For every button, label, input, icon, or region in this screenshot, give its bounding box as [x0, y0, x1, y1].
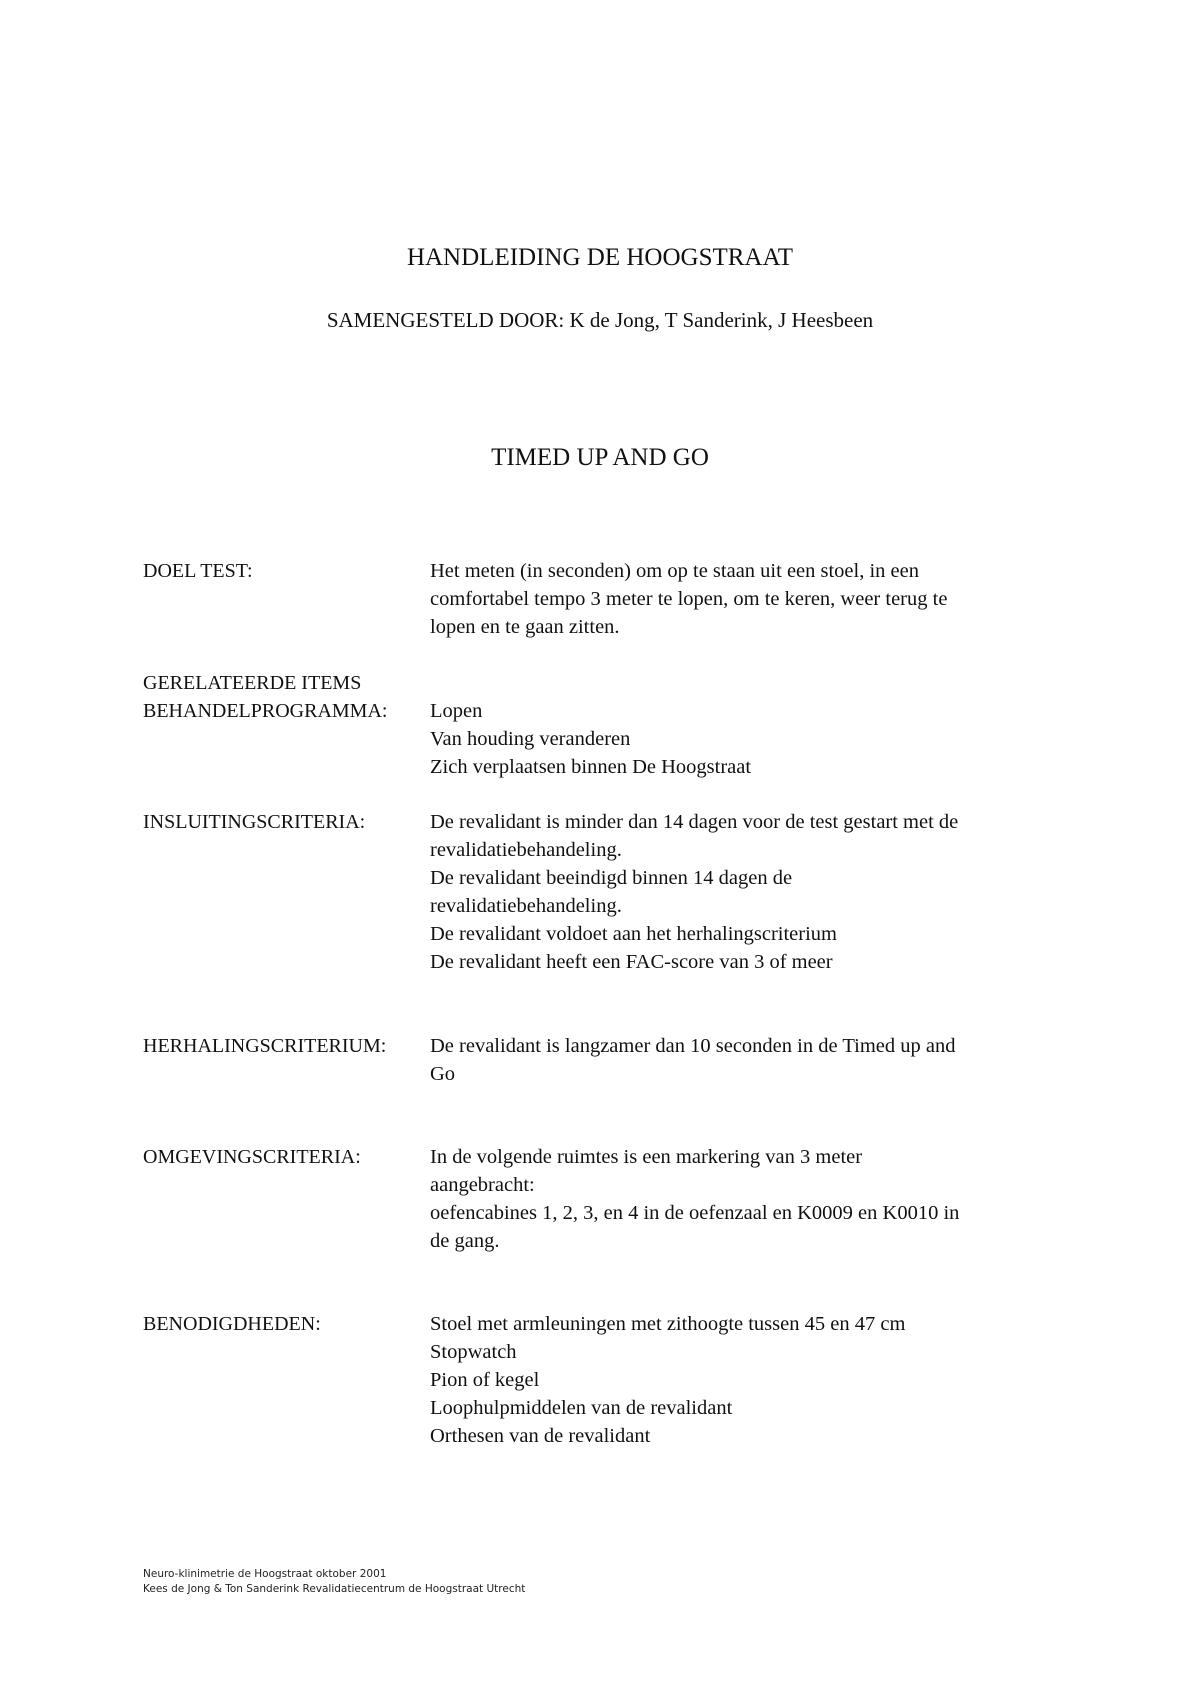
content-line: Pion of kegel: [430, 1369, 540, 1391]
content-line: Stopwatch: [430, 1341, 517, 1363]
content-line: revalidatiebehandeling.: [430, 895, 622, 917]
page-footer: [143, 1567, 525, 1597]
content-line: Loophulpmiddelen van de revalidant: [430, 1397, 733, 1419]
content-line: de gang.: [430, 1230, 500, 1252]
section-label: GERELATEERDE ITEMS BEHANDELPROGRAMMA:: [143, 672, 388, 722]
content-line: revalidatiebehandeling.: [430, 839, 622, 861]
footer-line-2: Kees de Jong & Ton Sanderink Revalidatiecentrum de Hoogstraat Utrecht: [143, 1583, 526, 1595]
section-label: INSLUITINGSCRITERIA:: [143, 811, 366, 833]
content-line: lopen en te gaan zitten.: [430, 616, 620, 638]
section-label: DOEL TEST:: [143, 560, 253, 582]
document-authors: SAMENGESTELD DOOR: K de Jong, T Sanderink, J Heesbeen: [326, 308, 874, 332]
content-line: De revalidant is minder dan 14 dagen voor de test gestart met de: [430, 811, 959, 833]
section-label: OMGEVINGSCRITERIA:: [143, 1146, 361, 1168]
content-line: De revalidant beeindigd binnen 14 dagen de: [430, 867, 793, 889]
section-label: BENODIGDHEDEN:: [143, 1313, 321, 1335]
section-content: [430, 1310, 1060, 1450]
content-line: Orthesen van de revalidant: [430, 1425, 651, 1447]
section-label: HERHALINGSCRITERIUM:: [143, 1035, 387, 1057]
content-line: oefencabines 1, 2, 3, en 4 in de oefenzaal en K0009 en K0010 in: [430, 1202, 960, 1224]
document-title: HANDLEIDING DE HOOGSTRAAT: [406, 244, 794, 271]
section-content: [430, 697, 1060, 781]
content-line: Lopen: [430, 700, 483, 722]
content-line: De revalidant is langzamer dan 10 seconden in de Timed up and: [430, 1035, 956, 1057]
content-line: Stoel met armleuningen met zithoogte tussen 45 en 47 cm: [430, 1313, 906, 1335]
content-line: Het meten (in seconden) om op te staan uit een stoel, in een: [430, 560, 919, 582]
section-content: [430, 1032, 1060, 1088]
section-content: [430, 808, 1060, 976]
section-content: [430, 1143, 1060, 1255]
footer-line-1: Neuro-klinimetrie de Hoogstraat oktober 2001: [143, 1568, 387, 1580]
content-line: Zich verplaatsen binnen De Hoogstraat: [430, 756, 752, 778]
content-line: comfortabel tempo 3 meter te lopen, om te keren, weer terug te: [430, 588, 948, 610]
content-line: In de volgende ruimtes is een markering van 3 meter: [430, 1146, 863, 1168]
test-title: TIMED UP AND GO: [491, 444, 709, 471]
content-line: De revalidant heeft een FAC-score van 3 of meer: [430, 951, 833, 973]
content-line: Van houding veranderen: [430, 728, 631, 750]
content-line: De revalidant voldoet aan het herhalingscriterium: [430, 923, 837, 945]
content-line: Go: [430, 1063, 456, 1085]
section-content: [430, 557, 1060, 641]
content-line: aangebracht:: [430, 1174, 535, 1196]
